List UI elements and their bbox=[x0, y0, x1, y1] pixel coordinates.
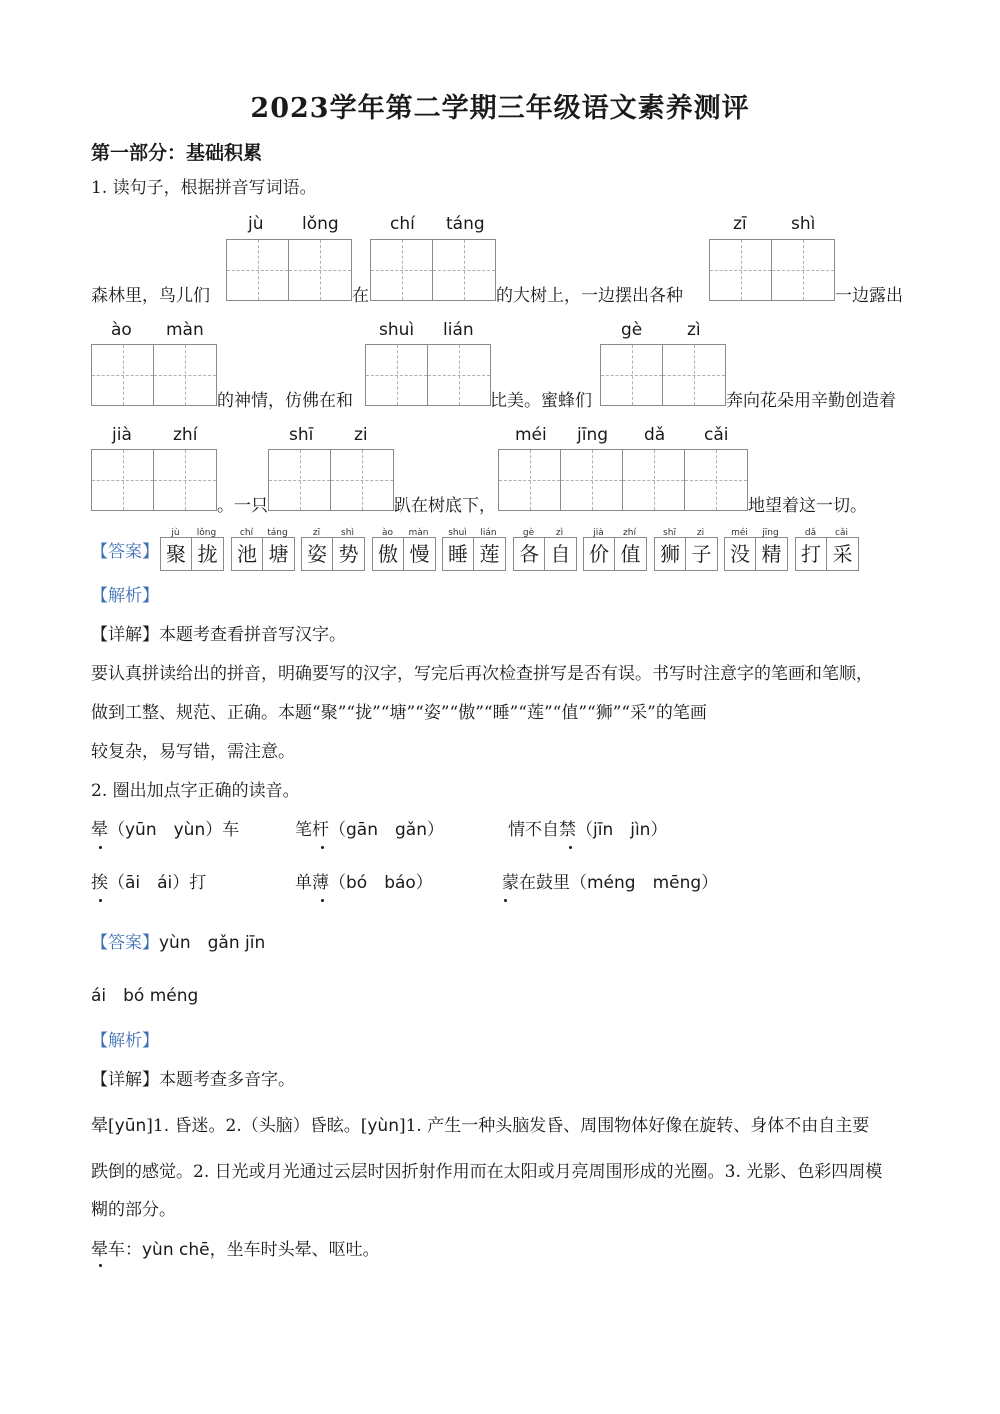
explanation-line: 要认真拼读给出的拼音，明确要写的汉字，写完后再次检查拼写是否有误。书写时注意字的笔画和笔顺， bbox=[91, 664, 873, 684]
writing-grid[interactable] bbox=[498, 449, 748, 511]
answer-char: 姿 bbox=[302, 538, 333, 570]
analysis-label: 【解析】 bbox=[91, 586, 159, 606]
pinyin: lián bbox=[443, 320, 474, 340]
answer-grid bbox=[654, 537, 718, 571]
pinyin: shī bbox=[289, 425, 314, 445]
answer-pinyin: chí bbox=[239, 528, 254, 538]
answer-grid bbox=[301, 537, 365, 571]
item-options: （jīn jìn） bbox=[576, 820, 668, 840]
writing-grid[interactable] bbox=[268, 449, 394, 511]
answer-pinyin: jià bbox=[593, 528, 604, 538]
writing-grid[interactable] bbox=[226, 239, 352, 301]
answer-grid bbox=[160, 537, 224, 571]
answer-grid bbox=[513, 537, 577, 571]
item-word-tail: 车 bbox=[222, 820, 240, 840]
question-1-prompt: 1. 读句子，根据拼音写词语。 bbox=[91, 178, 317, 198]
pinyin: zi bbox=[354, 425, 368, 445]
detail-line bbox=[91, 1068, 295, 1092]
answer-char: 傲 bbox=[373, 538, 404, 570]
answer-char: 慢 bbox=[409, 542, 430, 566]
emphasis-dot bbox=[569, 846, 572, 849]
answer-grid bbox=[795, 537, 859, 571]
explanation-part: 晕[ bbox=[91, 1116, 115, 1136]
answer-char: 打 bbox=[796, 538, 827, 570]
answer-pinyin: shuì bbox=[448, 528, 467, 538]
explanation-part: ，坐车时头晕、呕吐。 bbox=[209, 1240, 380, 1260]
answer-pinyin: shī bbox=[663, 528, 676, 538]
detail-label: 【详解】 bbox=[91, 625, 159, 645]
sentence-text: 奔向花朵用辛勤创造着 bbox=[726, 391, 896, 411]
sentence-text: 趴在树底下， bbox=[394, 496, 496, 516]
item-word: 情不自禁 bbox=[508, 820, 576, 840]
item-word: 挨 bbox=[91, 873, 108, 893]
explanation-pinyin: yùn chē bbox=[142, 1240, 210, 1260]
answer-pinyin: zī bbox=[312, 528, 321, 538]
explanation-line: 跌倒的感觉。2. 日光或月光通过云层时因折射作用而在太阳或月亮周围形成的光圈。3. 光影、色彩四周模 bbox=[91, 1162, 883, 1182]
answer-char: 池 bbox=[232, 538, 263, 570]
answer-char: 值 bbox=[620, 542, 641, 566]
answer-char: 莲 bbox=[479, 542, 500, 566]
pinyin: cǎi bbox=[704, 425, 729, 445]
explanation-pinyin: yùn bbox=[367, 1116, 399, 1136]
explanation-line bbox=[91, 1114, 869, 1138]
answer-pinyin: ào bbox=[381, 528, 394, 538]
answer-char: 塘 bbox=[268, 542, 289, 566]
pinyin: chí bbox=[390, 214, 415, 234]
answer-char: 价 bbox=[584, 538, 615, 570]
page-title: 2023学年第二学期三年级语文素养测评 bbox=[250, 93, 750, 124]
answer-pinyin: lián bbox=[480, 528, 497, 538]
reading-item[interactable] bbox=[295, 871, 433, 895]
answer-pinyin: gè bbox=[522, 528, 535, 538]
emphasis-dot bbox=[99, 1264, 102, 1267]
pinyin: zī bbox=[733, 214, 747, 234]
explanation-line: 做到工整、规范、正确。本题“聚”“拢”“塘”“姿”“傲”“睡”“莲”“值”“狮”“采”的笔画 bbox=[91, 703, 707, 723]
answer-pinyin: màn bbox=[408, 528, 429, 538]
sentence-text: 地望着这一切。 bbox=[748, 496, 867, 516]
writing-grid[interactable] bbox=[370, 239, 496, 301]
sentence-text: 一边露出 bbox=[835, 286, 903, 306]
pinyin: shuì bbox=[379, 320, 415, 340]
answer-pinyin: jīng bbox=[762, 528, 779, 538]
writing-grid[interactable] bbox=[365, 344, 491, 406]
explanation-line bbox=[91, 1238, 380, 1262]
pinyin: jià bbox=[112, 425, 132, 445]
sentence-text: 比美。蜜蜂们 bbox=[490, 391, 592, 411]
answer-char: 狮 bbox=[655, 538, 686, 570]
answer-char: 子 bbox=[691, 542, 712, 566]
pinyin: jīng bbox=[577, 425, 609, 445]
answer-text: ái bó méng bbox=[91, 986, 199, 1006]
pinyin: màn bbox=[166, 320, 204, 340]
answer-grid bbox=[372, 537, 436, 571]
answer-char: 势 bbox=[338, 542, 359, 566]
answer-char: 采 bbox=[832, 542, 853, 566]
answer-pinyin: lǒng bbox=[196, 528, 217, 538]
explanation-part: ]1. 产生一种头脑发昏、周围物体好像在旋转、身体不由自主要 bbox=[398, 1116, 870, 1136]
explanation-line: 较复杂，易写错，需注意。 bbox=[91, 742, 295, 762]
emphasis-dot bbox=[504, 899, 507, 902]
answer-pinyin: zi bbox=[696, 528, 705, 538]
answer-pinyin: zhí bbox=[623, 528, 636, 538]
emphasis-dot bbox=[99, 899, 102, 902]
detail-text: 本题考查看拼音写汉字。 bbox=[159, 625, 346, 645]
answer-grid bbox=[724, 537, 788, 571]
reading-item[interactable] bbox=[91, 871, 206, 895]
item-word: 笔杆 bbox=[295, 820, 329, 840]
detail-line bbox=[91, 623, 346, 647]
item-options: （yūn yùn） bbox=[108, 820, 223, 840]
pinyin: jù bbox=[248, 214, 264, 234]
detail-label: 【详解】 bbox=[91, 1070, 159, 1090]
item-word: 晕 bbox=[91, 820, 108, 840]
answer-pinyin: shì bbox=[341, 528, 354, 538]
analysis-label: 【解析】 bbox=[91, 1031, 159, 1051]
answer-label: 【答案】 bbox=[91, 933, 159, 953]
answer-label: 【答案】 bbox=[91, 542, 159, 562]
item-options: （gān gǎn） bbox=[329, 820, 444, 840]
item-word: 单薄 bbox=[295, 873, 329, 893]
sentence-text: 。一只 bbox=[217, 496, 268, 516]
sentence-text: 的神情，仿佛在和 bbox=[217, 391, 353, 411]
answer-pinyin: dǎ bbox=[804, 528, 817, 538]
reading-item[interactable] bbox=[502, 871, 718, 895]
emphasis-dot bbox=[99, 846, 102, 849]
detail-text: 本题考查多音字。 bbox=[159, 1070, 295, 1090]
explanation-pinyin: yūn bbox=[114, 1116, 147, 1136]
answer-char: 聚 bbox=[161, 538, 192, 570]
sentence-text: 森林里，鸟儿们 bbox=[91, 286, 210, 306]
writing-grid[interactable] bbox=[600, 344, 726, 406]
answer-text: yùn gǎn jīn bbox=[159, 933, 266, 953]
answer-char: 自 bbox=[550, 542, 571, 566]
item-options: （āi ái） bbox=[108, 873, 190, 893]
item-options: （bó báo） bbox=[329, 873, 433, 893]
reading-item[interactable] bbox=[295, 818, 444, 842]
pinyin: zì bbox=[687, 320, 701, 340]
item-options: （méng mēng） bbox=[570, 873, 719, 893]
pinyin: méi bbox=[515, 425, 547, 445]
emphasis-dot bbox=[321, 846, 324, 849]
explanation-line: 糊的部分。 bbox=[91, 1200, 176, 1220]
answer-char: 拢 bbox=[197, 542, 218, 566]
reading-item[interactable] bbox=[508, 818, 667, 842]
question-2-prompt: 2. 圈出加点字正确的读音。 bbox=[91, 781, 300, 801]
pinyin: shì bbox=[791, 214, 816, 234]
writing-grid[interactable] bbox=[709, 239, 835, 301]
explanation-part: 晕车： bbox=[91, 1240, 142, 1260]
answer-pinyin: méi bbox=[731, 528, 748, 538]
answer-pinyin: táng bbox=[267, 528, 288, 538]
reading-item[interactable] bbox=[91, 818, 239, 842]
pinyin: ào bbox=[111, 320, 132, 340]
emphasis-dot bbox=[321, 899, 324, 902]
answer-grid bbox=[442, 537, 506, 571]
writing-grid[interactable] bbox=[91, 449, 217, 511]
pinyin: zhí bbox=[173, 425, 198, 445]
pinyin: gè bbox=[621, 320, 643, 340]
answer-char: 睡 bbox=[443, 538, 474, 570]
answer-pinyin: zì bbox=[555, 528, 564, 538]
explanation-part: ]1. 昏迷。2.（头脑）昏眩。[ bbox=[146, 1116, 368, 1136]
answer-line bbox=[91, 931, 265, 955]
item-word-tail: 打 bbox=[189, 873, 207, 893]
answer-pinyin: cǎi bbox=[835, 528, 848, 538]
answer-pinyin: jù bbox=[171, 528, 180, 538]
pinyin: lǒng bbox=[302, 214, 339, 234]
sentence-text: 的大树上，一边摆出各种 bbox=[496, 286, 683, 306]
item-word: 蒙在鼓里 bbox=[502, 873, 570, 893]
answer-char: 没 bbox=[725, 538, 756, 570]
sentence-text: 在 bbox=[352, 286, 369, 306]
writing-grid[interactable] bbox=[91, 344, 217, 406]
pinyin: dǎ bbox=[644, 425, 666, 445]
section-heading: 第一部分：基础积累 bbox=[91, 142, 263, 164]
pinyin: táng bbox=[446, 214, 485, 234]
answer-grid bbox=[583, 537, 647, 571]
answer-grid bbox=[231, 537, 295, 571]
answer-char: 各 bbox=[514, 538, 545, 570]
answer-char: 精 bbox=[761, 542, 782, 566]
